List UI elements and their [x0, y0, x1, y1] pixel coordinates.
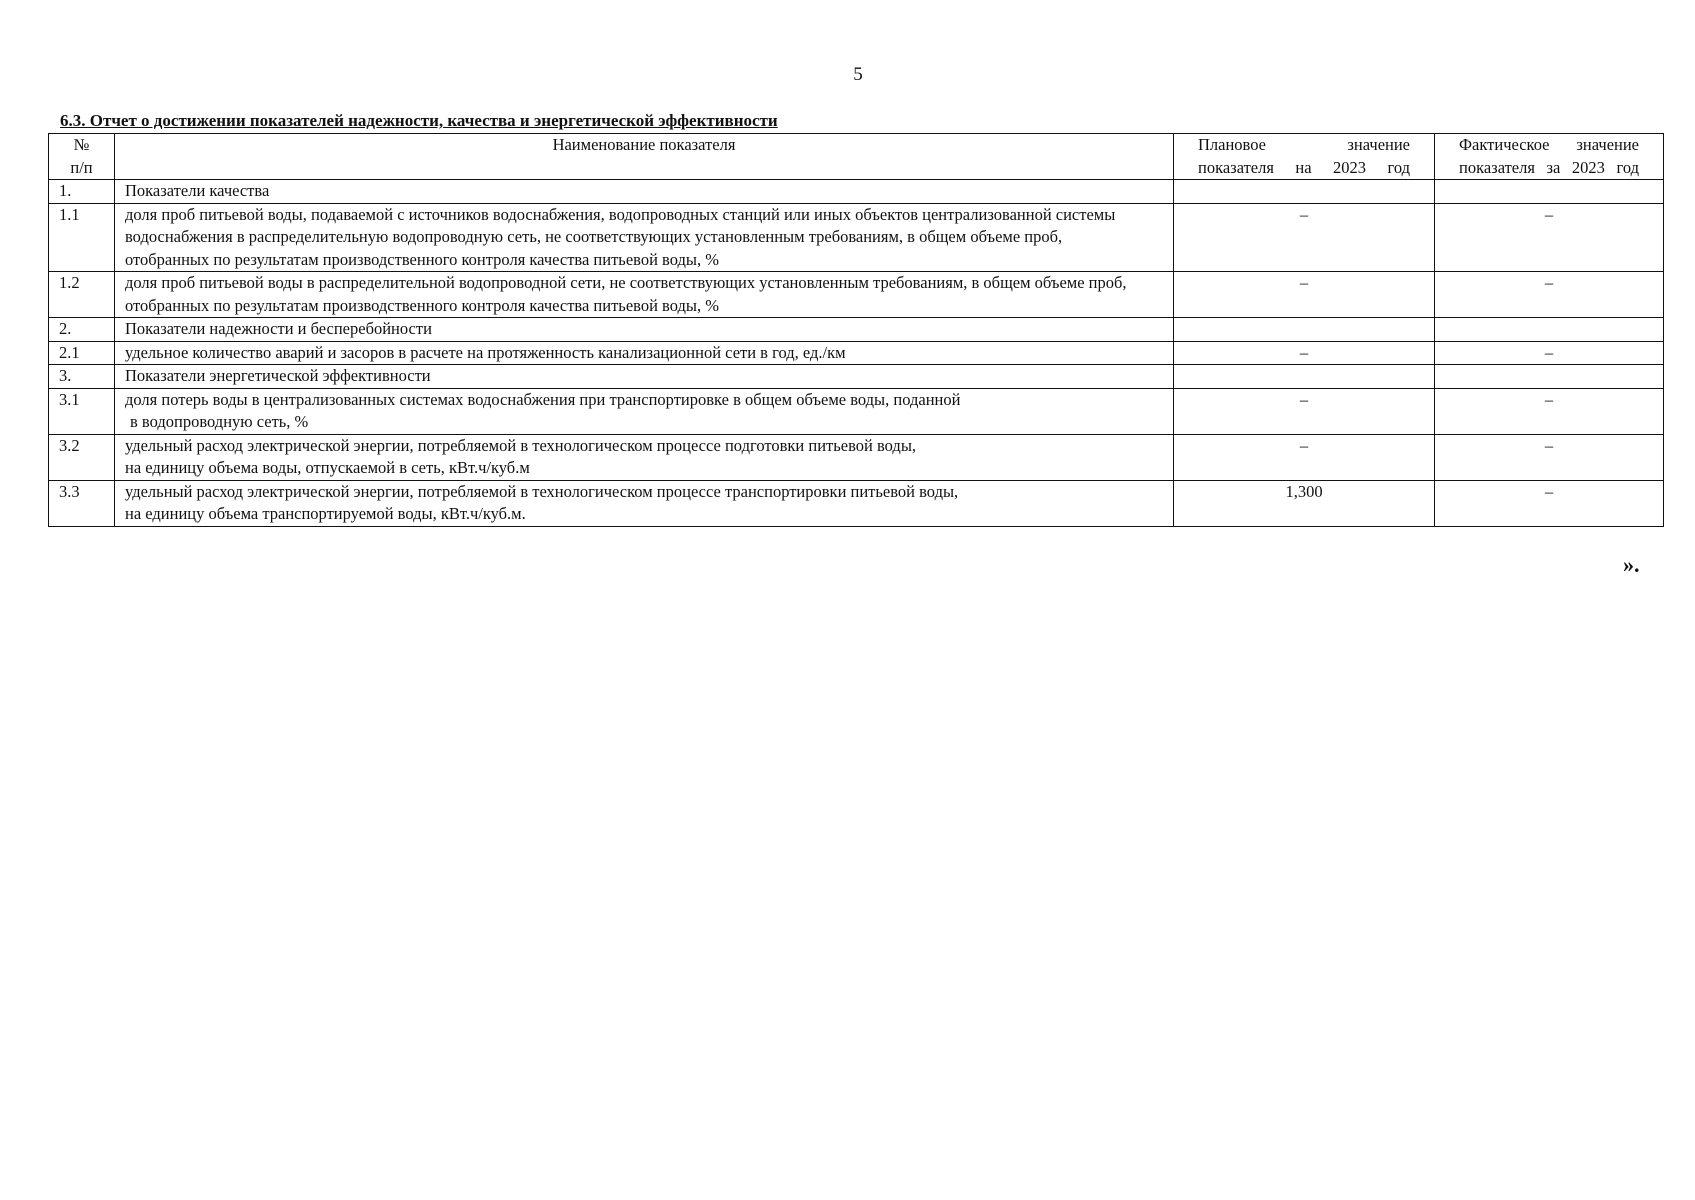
fact-value: – [1435, 272, 1664, 318]
indicator-name: Показатели качества [115, 180, 1174, 204]
plan-value: – [1174, 434, 1435, 480]
indicator-name: доля проб питьевой воды в распределительной водопроводной сети, не соответствующих установленным требованиям, в общем объеме проб, отобранных по результатам производственного контроля качества питьевой воды, % [115, 272, 1174, 318]
indicator-name-line1: доля потерь воды в централизованных системах водоснабжения при транспортировке в общем объеме воды, поданной [125, 389, 961, 409]
row-number: 2. [49, 318, 115, 342]
fact-value [1435, 318, 1664, 342]
table-header-row [49, 134, 1664, 180]
table-row [49, 318, 1664, 342]
table-row [49, 434, 1664, 480]
header-num [49, 134, 115, 180]
header-num-line2: п/п [70, 157, 93, 177]
indicator-name [115, 388, 1174, 434]
header-plan-line2: показателя на 2023 год [1198, 157, 1410, 177]
row-number: 1.1 [49, 203, 115, 272]
fact-value: – [1435, 480, 1664, 526]
plan-value: – [1174, 272, 1435, 318]
indicator-name-line1: удельный расход электрической энергии, потребляемой в технологическом процессе транспортировки питьевой воды, [125, 481, 959, 501]
row-number: 3.3 [49, 480, 115, 526]
row-number: 3.2 [49, 434, 115, 480]
fact-value [1435, 365, 1664, 389]
header-name: Наименование показателя [115, 134, 1174, 180]
indicator-name-line1: удельный расход электрической энергии, потребляемой в технологическом процессе подготовки питьевой воды, [125, 435, 917, 455]
table-row [49, 480, 1664, 526]
row-number: 3.1 [49, 388, 115, 434]
header-num-line1: № [73, 135, 90, 154]
header-plan [1174, 134, 1435, 180]
table-row [49, 272, 1664, 318]
row-number: 3. [49, 365, 115, 389]
plan-value: – [1174, 388, 1435, 434]
section-title: 6.3. Отчет о достижении показателей надежности, качества и энергетической эффективности [60, 111, 778, 130]
table-row [49, 180, 1664, 204]
indicator-name: Показатели надежности и бесперебойности [115, 318, 1174, 342]
fact-value: – [1435, 203, 1664, 272]
header-fact-line2: показателя за 2023 год [1459, 157, 1639, 177]
closing-quote: ». [1623, 552, 1640, 577]
indicator-name: доля проб питьевой воды, подаваемой с источников водоснабжения, водопроводных станций или иных объектов централизованной системы водоснабжения в распределительную водопроводную сеть, не соответствующих установленным требованиям, в общем объеме проб, отобранных по результатам производственного контроля качества питьевой воды, % [115, 203, 1174, 272]
indicator-name [115, 434, 1174, 480]
fact-value: – [1435, 341, 1664, 365]
plan-value [1174, 318, 1435, 342]
table-row [49, 365, 1664, 389]
table-row [49, 203, 1664, 272]
plan-value [1174, 180, 1435, 204]
plan-value: – [1174, 203, 1435, 272]
header-fact-line1: Фактическое значение [1459, 135, 1639, 154]
plan-value: 1,300 [1174, 480, 1435, 526]
table-row [49, 388, 1664, 434]
indicator-name-line2: на единицу объема транспортируемой воды, кВт.ч/куб.м. [125, 504, 526, 523]
indicators-table [48, 133, 1664, 527]
indicator-name: Показатели энергетической эффективности [115, 365, 1174, 389]
plan-value [1174, 365, 1435, 389]
page-number: 5 [853, 64, 863, 85]
fact-value [1435, 180, 1664, 204]
fact-value: – [1435, 434, 1664, 480]
indicator-name: удельное количество аварий и засоров в расчете на протяженность канализационной сети в год, ед./км [115, 341, 1174, 365]
indicator-name-line2: в водопроводную сеть, % [130, 412, 309, 431]
indicator-name-line2: на единицу объема воды, отпускаемой в сеть, кВт.ч/куб.м [125, 458, 530, 477]
row-number: 2.1 [49, 341, 115, 365]
indicator-name [115, 480, 1174, 526]
row-number: 1. [49, 180, 115, 204]
header-fact [1435, 134, 1664, 180]
plan-value: – [1174, 341, 1435, 365]
row-number: 1.2 [49, 272, 115, 318]
table-row [49, 341, 1664, 365]
header-plan-line1: Плановое значение [1198, 135, 1410, 154]
fact-value: – [1435, 388, 1664, 434]
